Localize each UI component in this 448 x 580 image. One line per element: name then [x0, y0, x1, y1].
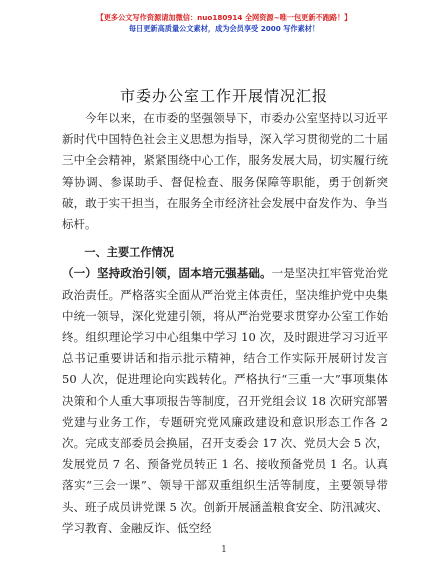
document-body	[62, 108, 388, 539]
banner-line-1: 【更多公文写作资源请加微信：nuo180914 全网资源~唯一包更新不跑路！】	[96, 13, 352, 22]
banner-line-2: 每日更新高质量公文素材，成为会员享受 2000 写作素材！	[128, 24, 320, 33]
subsection-lead-rest: 一是坚决扛牢管党治党政治责任。	[62, 266, 389, 302]
subsection-text: 严格落实全面从严治党主体责任，坚决维护党中央集中统一领导，深化党建引领，将从严治党要求贯穿办公室工作始终。组织理论学习中心组集中学习 10 次，及时跟进学习习近平总书记重要讲话和指示批示精神，结合工作实际开展研讨发言 50 人次，促进理论向实践转化。严格执行“三重一大”事项集体决策和个人重大事项报告等制度，召开党组会议 18 次研究部署党建与业务工作，专题研究党风廉政建设和意识形态工作各 2 次。完成支部委员会换届，召开支委会 17 次、党员大会 5 次，发展党员 7 名、预备党员转正 1 名、接收预备党员 1 名。认真落实“三会一课”、领导干部双重组织生活等制度，主要领导带头、班子成员讲党课 5 次。创新开展涵盖粮食安全、防汛减灾、学习教育、金融反诈、低空经	[62, 287, 389, 535]
section-heading: 一、主要工作情况	[84, 246, 174, 260]
page-number: 1	[221, 545, 227, 555]
subsection-lead: （一）坚持政治引领，固本培元强基础。	[62, 266, 272, 281]
header-banner	[0, 12, 448, 34]
subsection-paragraph	[62, 263, 388, 539]
document-title: 市委办公室工作开展情况汇报	[119, 87, 328, 105]
intro-paragraph: 今年以来，在市委的坚强领导下，市委办公室坚持以习近平新时代中国特色社会主义思想为指导，深入学习贯彻党的二十届三中全会精神，紧紧围绕中心工作，服务发展大局，切实履行统筹协调、参谋助手、督促检查、服务保障等职能，勇于创新突破，敢于实干担当，在服务全市经济社会发展中奋发作为、争当标杆。	[62, 111, 388, 232]
